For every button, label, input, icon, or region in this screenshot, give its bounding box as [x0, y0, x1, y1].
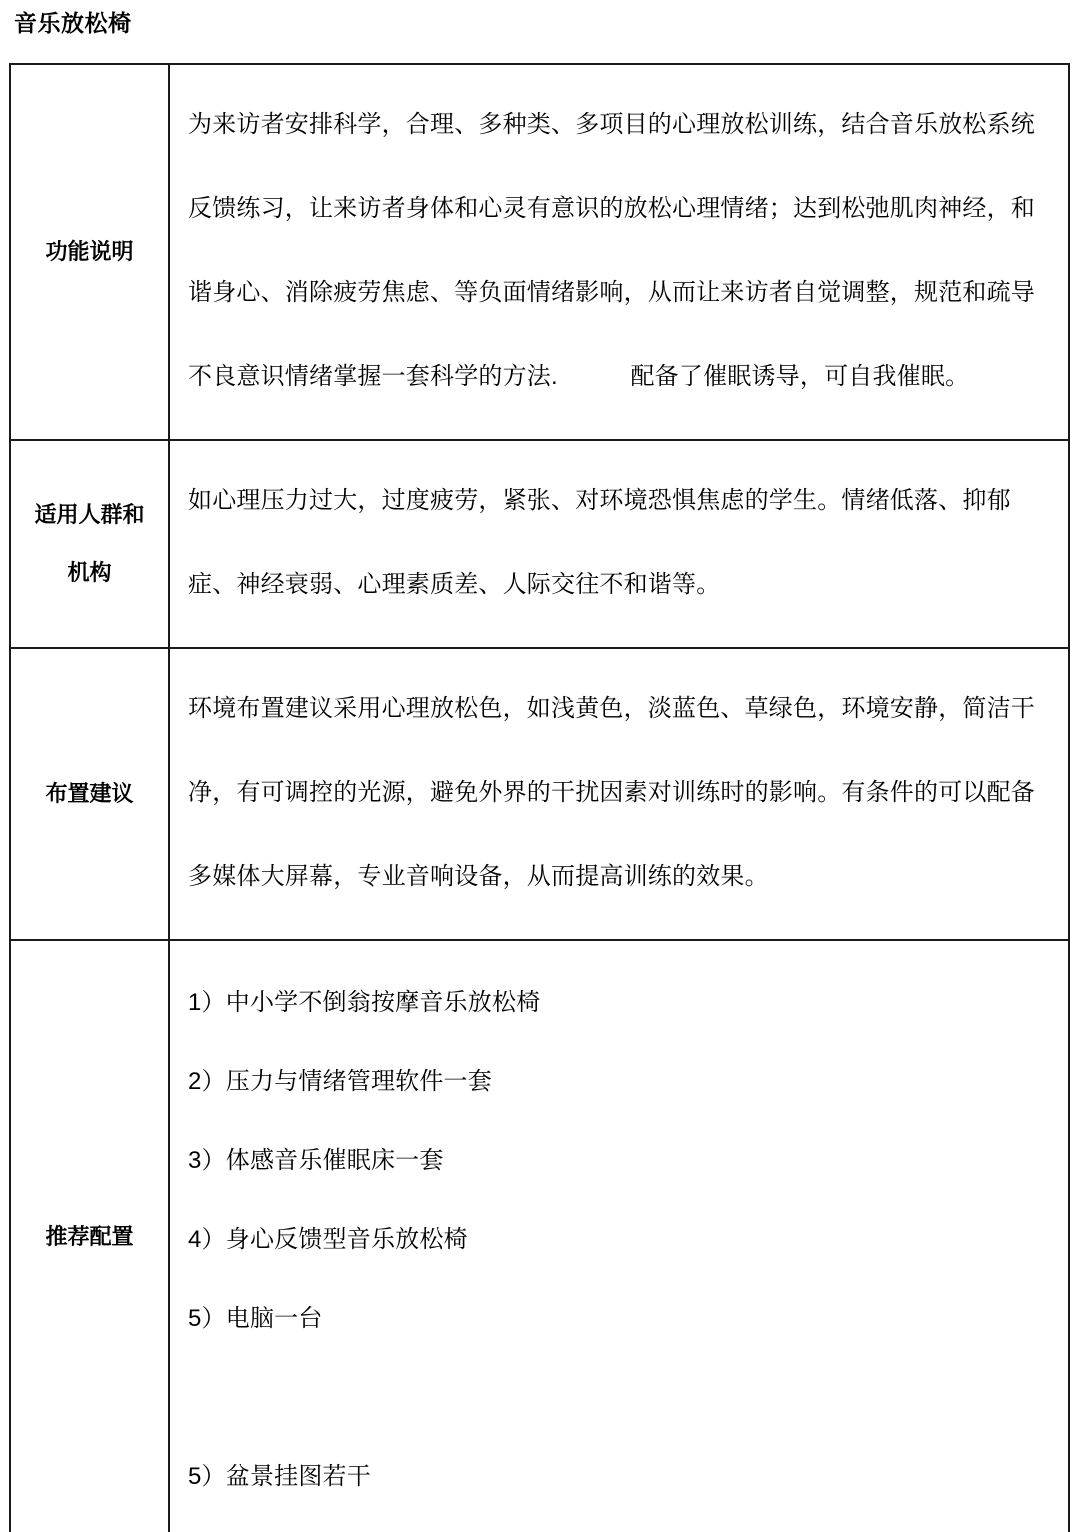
row-label-line: 功能说明	[45, 239, 134, 264]
content-block-layout	[170, 649, 1068, 939]
row-label-layout	[11, 761, 168, 827]
row-label-line: 布置建议	[45, 781, 134, 806]
row-label-function	[11, 219, 168, 285]
row-label-line: 适用人群和	[34, 502, 145, 527]
page-title: 音乐放松椅	[14, 10, 132, 36]
row-label-config	[11, 1204, 168, 1270]
table-row	[10, 440, 1069, 648]
table-row	[10, 64, 1069, 440]
row-header-cell	[10, 940, 169, 1532]
list-item: 3）体感音乐催眠床一套	[188, 1147, 444, 1174]
list-item: 4）身心反馈型音乐放松椅	[188, 1226, 468, 1253]
row-label-line: 推荐配置	[45, 1223, 134, 1249]
list-item: 1）中小学不倒翁按摩音乐放松椅	[188, 989, 541, 1016]
paragraph-text: 环境布置建议采用心理放松色，如浅黄色，淡蓝色、草绿色，环境安静，简洁干净，有可调控的光源，避免外界的干扰因素对训练时的影响。有条件的可以配备多媒体大屏幕，专业音响设备，从而提高训练的效果。	[188, 695, 1035, 890]
table-row	[10, 940, 1069, 1532]
row-label-line: 机构	[67, 560, 112, 585]
product-spec-table	[9, 63, 1070, 1532]
row-label-audience	[11, 482, 168, 606]
table-row	[10, 648, 1069, 940]
paragraph-text: 为来访者安排科学，合理、多种类、多项目的心理放松训练，结合音乐放松系统反馈练习，让来访者身体和心灵有意识的放松心理情绪；达到松弛肌肉神经，和谐身心、消除疲劳焦虑、等负面情绪影响，从而让来访者自觉调整，规范和疏导不良意识情绪掌握一套科学的方法. 配备了催眠诱导，可自我催眠。	[188, 111, 1035, 390]
content-block-function	[170, 65, 1068, 439]
list-item: 5）盆景挂图若干	[188, 1463, 371, 1490]
row-content-cell	[169, 648, 1069, 940]
row-content-cell	[169, 440, 1069, 648]
content-block-config	[170, 941, 1068, 1532]
list-item: 5）电脑一台	[188, 1305, 323, 1332]
row-header-cell	[10, 440, 169, 648]
list-item: 2）压力与情绪管理软件一套	[188, 1068, 492, 1095]
content-block-audience	[170, 441, 1068, 647]
row-header-cell	[10, 64, 169, 440]
row-header-cell	[10, 648, 169, 940]
row-content-cell	[169, 940, 1069, 1532]
paragraph-text: 如心理压力过大，过度疲劳，紧张、对环境恐惧焦虑的学生。情绪低落、抑郁症、神经衰弱、心理素质差、人际交往不和谐等。	[188, 487, 1011, 598]
row-content-cell	[169, 64, 1069, 440]
